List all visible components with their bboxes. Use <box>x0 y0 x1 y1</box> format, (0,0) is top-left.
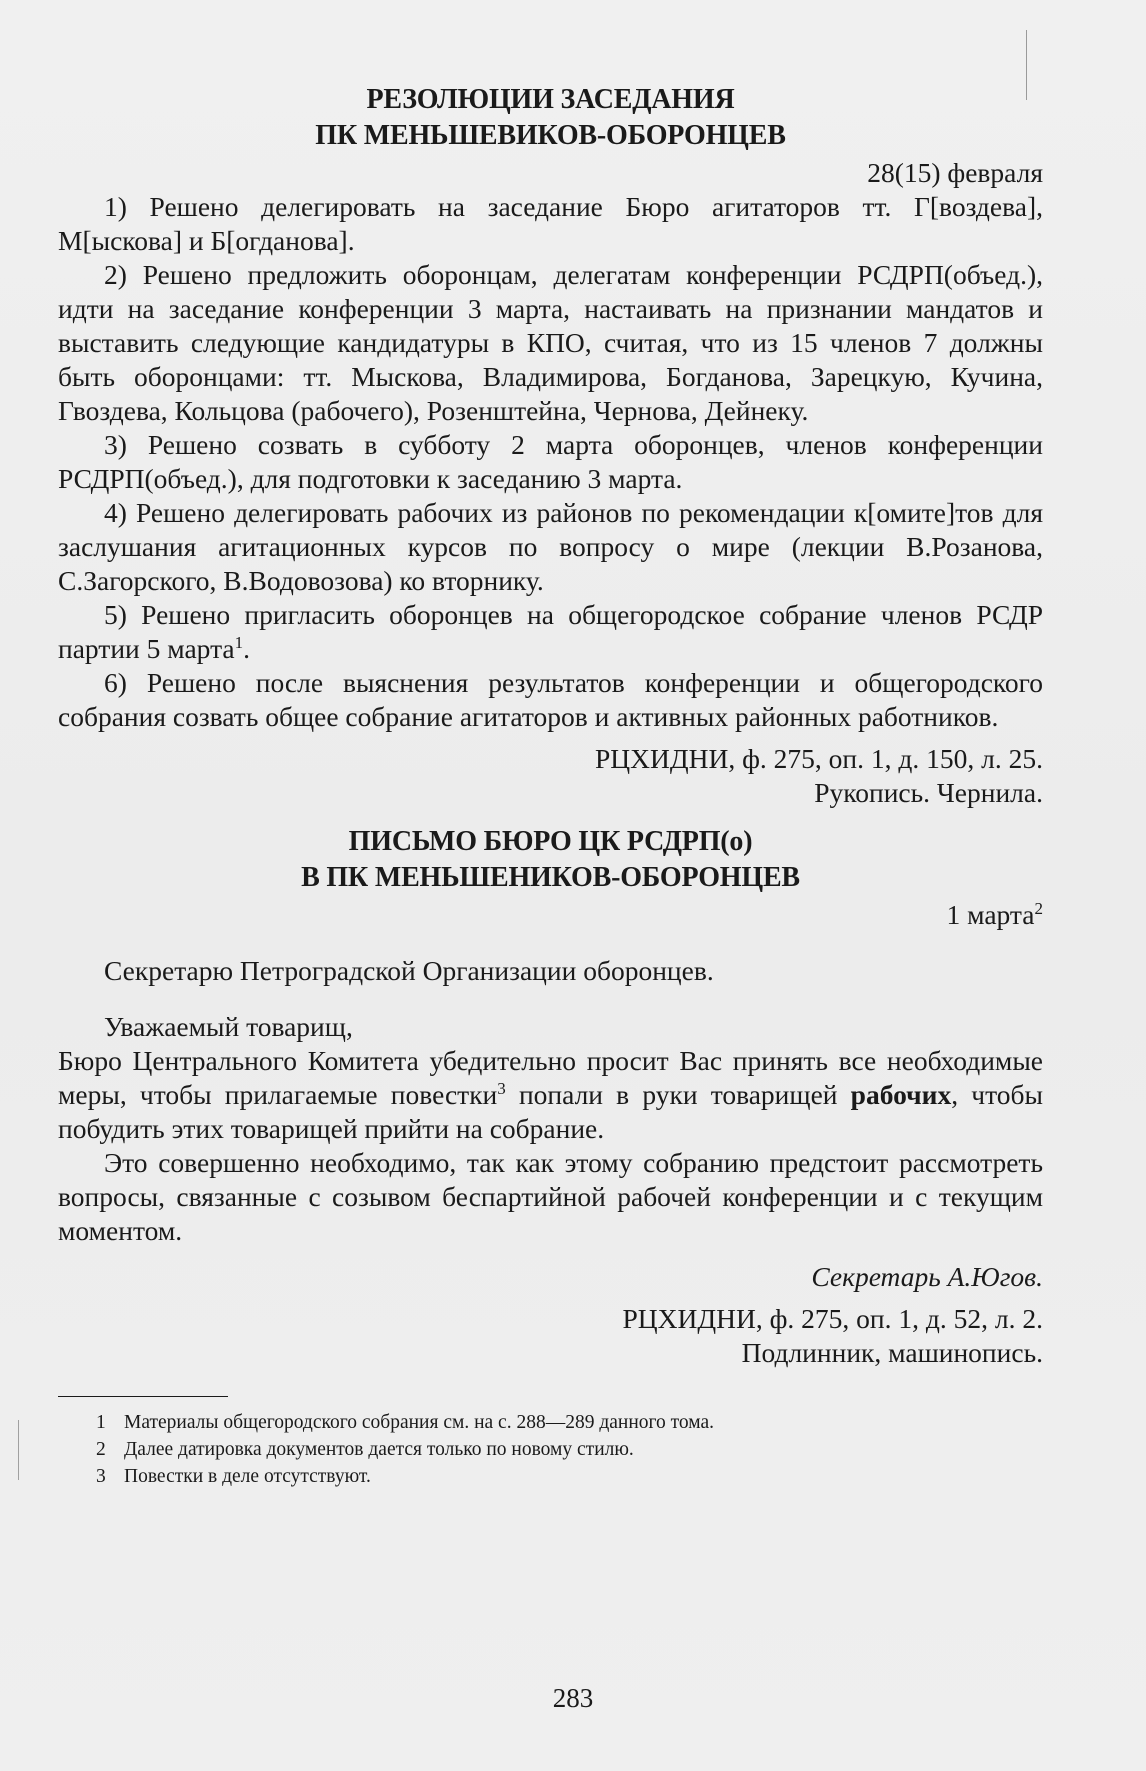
doc2-body-1-bold: рабочих <box>850 1079 952 1110</box>
doc1-title-line2: ПК МЕНЬШЕВИКОВ-ОБОРОНЦЕВ <box>315 120 786 151</box>
footnote-2 <box>96 1436 1043 1463</box>
doc1-title <box>58 82 1043 154</box>
footnote-1-num: 1 <box>96 1412 106 1433</box>
doc1-source: РЦХИДНИ, ф. 275, оп. 1, д. 150, л. 25. <box>595 743 1043 774</box>
doc2-greeting: Уважаемый товарищ, <box>104 1011 353 1042</box>
doc1-item-5-end: . <box>243 633 251 664</box>
doc2-source-type: Подлинник, машинопись. <box>741 1337 1043 1368</box>
footnote-1 <box>96 1409 1043 1436</box>
footnote-ref-3: 3 <box>497 1078 506 1098</box>
doc2-title-line1: ПИСЬМО БЮРО ЦК РСДРП(о) <box>348 826 753 857</box>
doc2-signature: Секретарь А.Югов. <box>811 1261 1043 1292</box>
page-number: 283 <box>552 1683 594 1713</box>
doc2-body-2: Это совершенно необходимо, так как этому собранию предстоит рассмотреть вопросы, связанные с созывом беспартийной рабочей конференции и с текущим моментом. <box>58 1147 1043 1246</box>
doc2-date-text: 1 марта <box>946 899 1035 930</box>
scan-edge-mark-left <box>18 1420 19 1480</box>
doc1-item-1: 1) Решено делегировать на заседание Бюро агитаторов тт. Г[воздева], М[ыскова] и Б[огданова]. <box>58 191 1043 256</box>
footnote-2-text: Далее датировка документов дается только по новому стилю. <box>124 1439 634 1460</box>
doc1-item-3: 3) Решено созвать в субботу 2 марта оборонцев, членов конференции РСДРП(объед.), для подготовки к заседанию 3 марта. <box>58 429 1043 494</box>
doc1-date: 28(15) февраля <box>867 157 1043 188</box>
footnote-3 <box>96 1463 1043 1490</box>
footnote-3-num: 3 <box>96 1466 106 1487</box>
doc1-item-5-text: 5) Решено пригласить оборонцев на общегородское собрание членов РСДР партии 5 марта <box>58 599 1043 664</box>
doc2-source: РЦХИДНИ, ф. 275, оп. 1, д. 52, л. 2. <box>622 1303 1043 1334</box>
footnote-rule <box>58 1396 228 1397</box>
footnote-ref-2: 2 <box>1034 898 1043 918</box>
footnote-2-num: 2 <box>96 1439 106 1460</box>
doc2-date <box>58 898 1043 932</box>
doc2-body-1c: , чтобы побудить этих товарищей прийти на собрание. <box>58 1079 1043 1144</box>
doc2-title-line2: В ПК МЕНЬШЕНИКОВ-ОБОРОНЦЕВ <box>301 862 800 893</box>
doc1-item-5 <box>58 598 1043 666</box>
footnote-ref-1: 1 <box>234 632 244 652</box>
doc1-source-type: Рукопись. Чернила. <box>814 777 1043 808</box>
doc2-addressee: Секретарю Петроградской Организации оборонцев. <box>104 955 714 986</box>
doc2-body-1 <box>58 1044 1043 1146</box>
footnote-3-text: Повестки в деле отсутствуют. <box>124 1466 371 1487</box>
doc2-body-1b: попали в руки товарищей <box>505 1079 851 1110</box>
footnote-1-text: Материалы общегородского собрания см. на с. 288—289 данного тома. <box>124 1412 715 1433</box>
doc1-item-4: 4) Решено делегировать рабочих из районов по рекомендации к[омите]тов для заслушания агитационных курсов по вопросу о мире (лекции В.Розанова, С.Загорского, В.Водовозова) ко вторнику. <box>58 497 1043 596</box>
page-content <box>58 82 1043 1490</box>
doc1-title-line1: РЕЗОЛЮЦИИ ЗАСЕДАНИЯ <box>366 84 735 115</box>
doc2-title <box>58 824 1043 896</box>
doc1-item-6: 6) Решено после выяснения результатов конференции и общегородского собрания созвать общее собрание агитаторов и активных районных работников. <box>58 667 1043 732</box>
doc1-item-2: 2) Решено предложить оборонцам, делегатам конференции РСДРП(объед.), идти на заседание конференции 3 марта, настаивать на признании мандатов и выставить следующие кандидатуры в КПО, считая, что из 15 членов 7 должны быть оборонцами: тт. Мыскова, Владимирова, Богданова, Зарецкую, Кучина, Гвоздева, Кольцова (рабочего), Розенштейна, Чернова, Дейнеку. <box>58 259 1043 426</box>
doc2-body-1a: Бюро Центрального Комитета убедительно просит Вас принять все необходимые меры, чтобы прилагаемые повестки <box>58 1045 1043 1110</box>
